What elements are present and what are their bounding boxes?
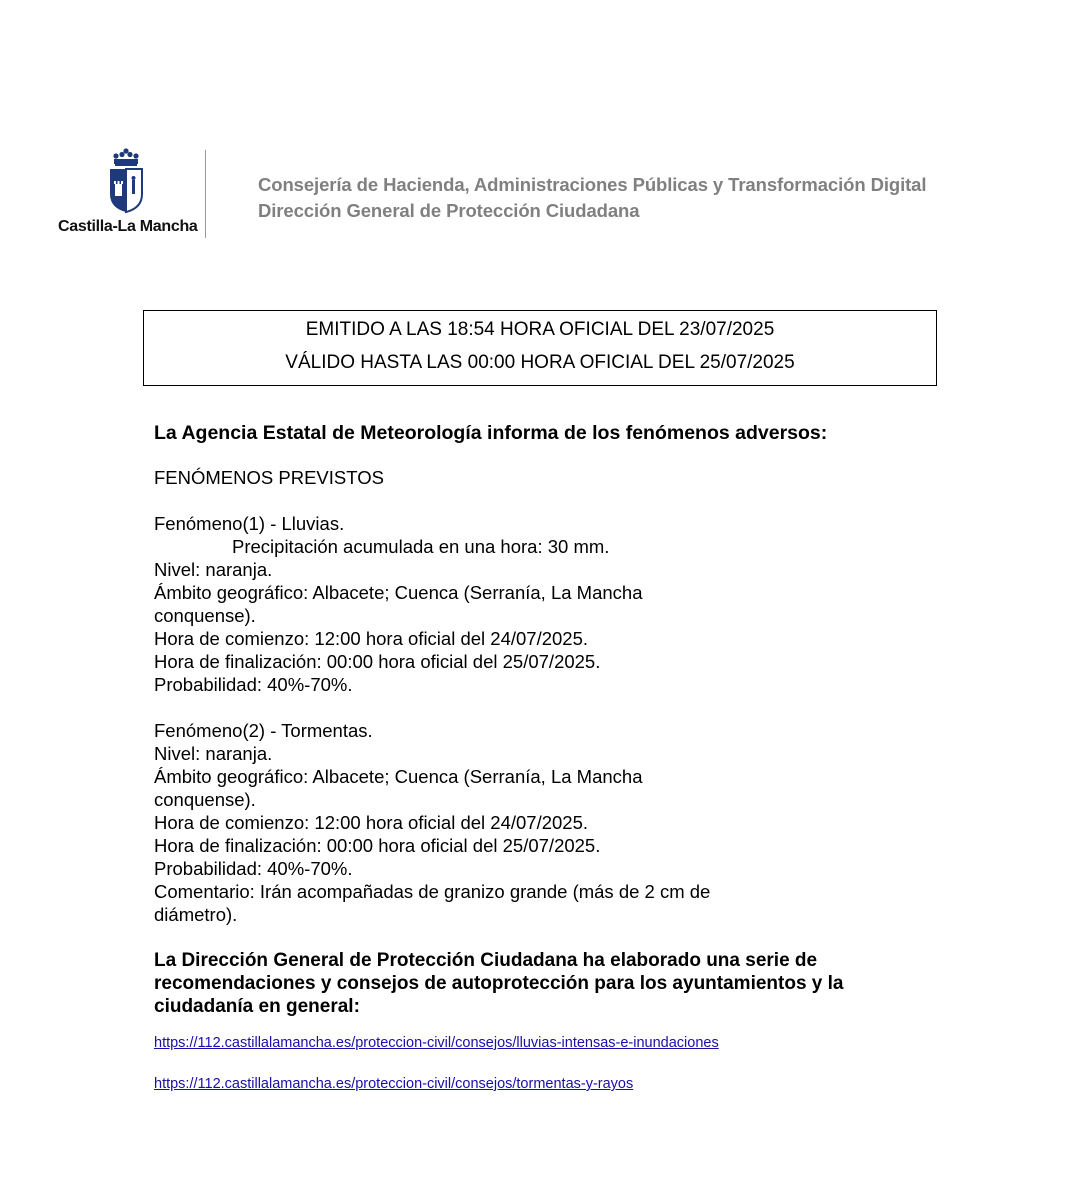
- phenomenon-end: Hora de finalización: 00:00 hora oficial del 25/07/2025.: [154, 835, 601, 856]
- phenomenon-level: Nivel: naranja.: [154, 743, 273, 764]
- castilla-la-mancha-logo: [56, 148, 206, 238]
- link-lluvias[interactable]: https://112.castillalamancha.es/proteccion-civil/consejos/lluvias-intensas-e-inundaciones: [154, 1035, 719, 1051]
- phenomenon-end: Hora de finalización: 00:00 hora oficial del 25/07/2025.: [154, 651, 601, 672]
- phenomenon-probability: Probabilidad: 40%-70%.: [154, 858, 353, 879]
- phenomenon-comment: Comentario: Irán acompañadas de granizo grande (más de 2 cm de diámetro).: [154, 881, 711, 925]
- phenomenon-probability: Probabilidad: 40%-70%.: [154, 674, 353, 695]
- phenomenon-1: [154, 512, 954, 696]
- phenomenon-scope: Ámbito geográfico: Albacete; Cuenca (Serranía, La Mancha conquense).: [154, 766, 643, 810]
- link-tormentas[interactable]: https://112.castillalamancha.es/proteccion-civil/consejos/tormentas-y-rayos: [154, 1076, 634, 1092]
- recommendations-text: La Dirección General de Protección Ciudadana ha elaborado una serie de recomendaciones y consejos de autoprotección para los ayuntamientos y la ciudadanía en general:: [154, 950, 844, 1017]
- phenomenon-title: Fenómeno(2) - Tormentas.: [154, 720, 373, 741]
- institution-header: [258, 172, 926, 224]
- section-title: FENÓMENOS PREVISTOS: [154, 467, 384, 488]
- phenomenon-scope: Ámbito geográfico: Albacete; Cuenca (Serranía, La Mancha conquense).: [154, 582, 643, 626]
- phenomenon-level: Nivel: naranja.: [154, 559, 273, 580]
- phenomenon-title: Fenómeno(1) - Lluvias.: [154, 513, 345, 534]
- emission-box: [143, 310, 937, 386]
- valid-line: VÁLIDO HASTA LAS 00:00 HORA OFICIAL DEL 25/07/2025: [285, 352, 795, 373]
- ministry-name: Consejería de Hacienda, Administraciones Públicas y Transformación Digital: [258, 174, 927, 195]
- header-divider: [205, 150, 206, 238]
- phenomenon-2: [154, 719, 954, 926]
- phenomenon-start: Hora de comienzo: 12:00 hora oficial del 24/07/2025.: [154, 812, 589, 833]
- bulletin-body: [154, 422, 954, 1093]
- advice-links: [154, 1034, 954, 1093]
- aemet-heading: La Agencia Estatal de Meteorología informa de los fenómenos adversos:: [154, 422, 828, 444]
- coat-of-arms-icon: [108, 148, 144, 214]
- phenomenon-detail: Precipitación acumulada en una hora: 30 mm.: [232, 536, 610, 557]
- directorate-name: Dirección General de Protección Ciudadana: [258, 200, 640, 221]
- issued-line: EMITIDO A LAS 18:54 HORA OFICIAL DEL 23/07/2025: [305, 319, 775, 340]
- logo-wordmark: Castilla-La Mancha: [58, 218, 198, 235]
- phenomenon-start: Hora de comienzo: 12:00 hora oficial del 24/07/2025.: [154, 628, 589, 649]
